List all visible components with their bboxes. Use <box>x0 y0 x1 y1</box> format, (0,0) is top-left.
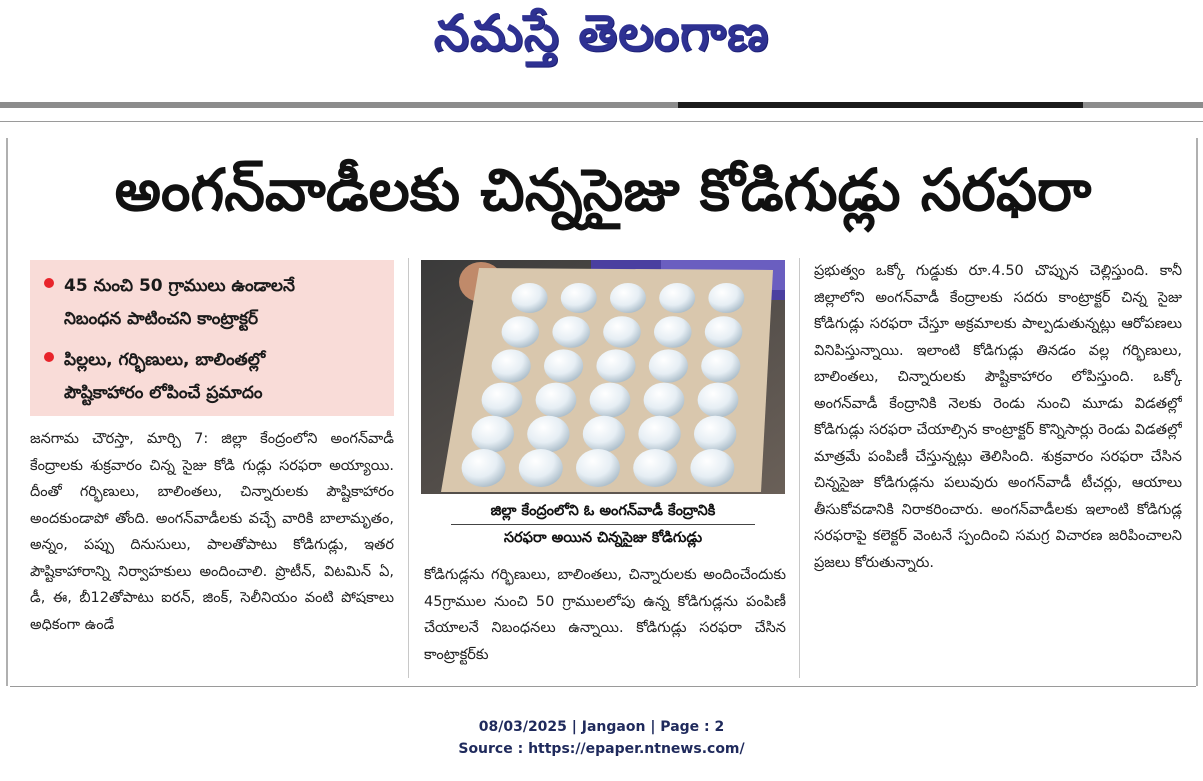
caption-line: జిల్లా కేంద్రంలోని ఓ అంగన్‌వాడీ కేంద్రానికి <box>451 498 755 525</box>
egg <box>596 349 635 382</box>
highlights-box <box>30 260 394 416</box>
egg-tray-photo <box>421 260 785 494</box>
egg <box>512 283 548 313</box>
caption-line: సరఫరా అయిన చిన్నసైజు కోడిగుడ్లు <box>503 530 703 546</box>
page-footer <box>0 716 1203 760</box>
highlight-text <box>64 344 265 410</box>
column-divider <box>799 258 800 678</box>
egg <box>701 349 740 382</box>
masthead-rule-accent <box>678 102 1083 108</box>
egg <box>698 383 739 418</box>
egg <box>694 416 736 452</box>
clipping-border-right <box>1196 138 1198 686</box>
egg-tray-illustration <box>421 260 785 494</box>
highlight-text <box>64 270 295 336</box>
egg <box>583 416 625 452</box>
newspaper-logo: నమస్తే తెలంగాణ <box>433 4 770 62</box>
egg <box>536 383 577 418</box>
egg <box>519 449 563 487</box>
clipping-border-left <box>6 138 8 686</box>
egg <box>638 416 680 452</box>
article-body-column-2: కోడిగుడ్లను గర్భిణులు, బాలింతలు, చిన్నారులకు అందించేందుకు 45గ్రాముల నుంచి 50 గ్రాములలోపు ఉన్న కోడిగుడ్లను పంపిణీ చేయాలనే నిబంధనలు ఉన్నాయి. కోడిగుడ్లు సరఫరా చేసిన కాంట్రాక్టర్‌కు <box>424 567 786 663</box>
source-link: Source : https://epaper.ntnews.com/ <box>458 741 745 757</box>
highlight-line: పిల్లలు, గర్భిణులు, బాలింతల్లో <box>64 350 266 370</box>
article-body-column-3: ప్రభుత్వం ఒక్కో గుడ్డుకు రూ.4.50 చొప్పున చెల్లిస్తుంది. కానీ జిల్లాలోని అంగన్‌వాడీ కేంద్రాలకు సదరు కాంట్రాక్టర్ చిన్న సైజు కోడిగుడ్లు సరఫరా చేస్తూ అక్రమాలకు పాల్పడుతున్నట్లు ఆరోపణలు వినిపిస్తున్నాయి. ఇలాంటి కోడిగుడ్లు తినడం వల్ల గర్భిణులు, బాలింతలు, చిన్నారులకు పౌష్టికాహారం లోపిస్తుంది. ఒక్కో అంగన్‌వాడీ కేంద్రానికి నెలకు రెండు నుంచి మూడు విడతల్లో కోడిగుడ్లు సరఫరా చేయాల్సిన కాంట్రాక్టర్ కొన్నిసార్లు రెండు విడతల్లో మాత్రమే పంపిణీ చేస్తున్నట్లు తెలిసింది. శుక్రవారం సరఫరా చేసిన చిన్నసైజు కోడిగుడ్లను పలువురు అంగన్‌వాడీ టీచర్లు, ఆయాలు తీసుకోవడానికి నిరాకరించారు. అంగన్‌వాడీలకు ఇలాంటి కోడిగుడ్ల సరఫరాపై కలెక్టర్ వెంటనే స్పందించి సమగ్ర విచారణ జరిపించాలని ప్రజలు కోరుతున్నారు. <box>814 263 1182 571</box>
masthead-divider <box>0 121 1203 122</box>
egg <box>603 316 641 348</box>
egg <box>552 316 590 348</box>
egg <box>654 316 692 348</box>
photo-caption <box>421 498 785 554</box>
article-headline: అంగన్‌వాడీలకు చిన్నసైజు కోడిగుడ్లు సరఫరా <box>114 156 1092 224</box>
egg <box>649 349 688 382</box>
egg <box>462 449 506 487</box>
egg <box>472 416 514 452</box>
egg <box>544 349 583 382</box>
egg <box>561 283 597 313</box>
egg <box>690 449 734 487</box>
highlight-line: నిబంధన పాటించని కాంట్రాక్టర్ <box>64 309 259 329</box>
article-body-column-1: జనగామ చౌరస్తా, మార్చి 7: జిల్లా కేంద్రంలోని అంగన్‌వాడీ కేంద్రాలకు శుక్రవారం చిన్న సైజు కోడి గుడ్లు సరఫరా అయ్యాయి. దీంతో గర్భిణులు, బాలింతలు, చిన్నారులకు పౌష్టికాహారం అందకుండాపో తోంది. అంగన్‌వాడీలకు వచ్చే వారికి బాలామృతం, అన్నం, పప్పు దినుసులు, పాలతోపాటు కోడిగుడ్లు, ఇతర పౌష్టికాహారాన్ని నిర్వాహకులు అందించాలి. ప్రొటీన్, విటమిన్ ఏ, డీ, ఈ, బీ12తోపాటు ఐరన్, జింక్, సెలీనియం వంటి పోషకాలు అధికంగా ఉండే <box>30 431 394 633</box>
highlight-item <box>40 270 384 336</box>
egg <box>610 283 646 313</box>
egg <box>644 383 685 418</box>
egg <box>502 316 540 348</box>
masthead <box>0 0 1203 102</box>
egg <box>708 283 744 313</box>
egg <box>482 383 523 418</box>
column-divider <box>408 258 409 678</box>
edition-info: 08/03/2025 | Jangaon | Page : 2 <box>478 719 725 735</box>
egg <box>527 416 569 452</box>
highlight-item <box>40 344 384 410</box>
bullet-icon <box>44 278 54 288</box>
bullet-icon <box>44 352 54 362</box>
egg <box>576 449 620 487</box>
egg <box>492 349 531 382</box>
highlight-line: 45 నుంచి 50 గ్రాములు ఉండాలనే <box>64 276 295 296</box>
egg <box>705 316 743 348</box>
clipping-border-bottom <box>10 686 1196 687</box>
egg <box>590 383 631 418</box>
egg <box>633 449 677 487</box>
highlight-line: పౌష్టికాహారం లోపించే ప్రమాదం <box>64 383 263 403</box>
egg <box>659 283 695 313</box>
